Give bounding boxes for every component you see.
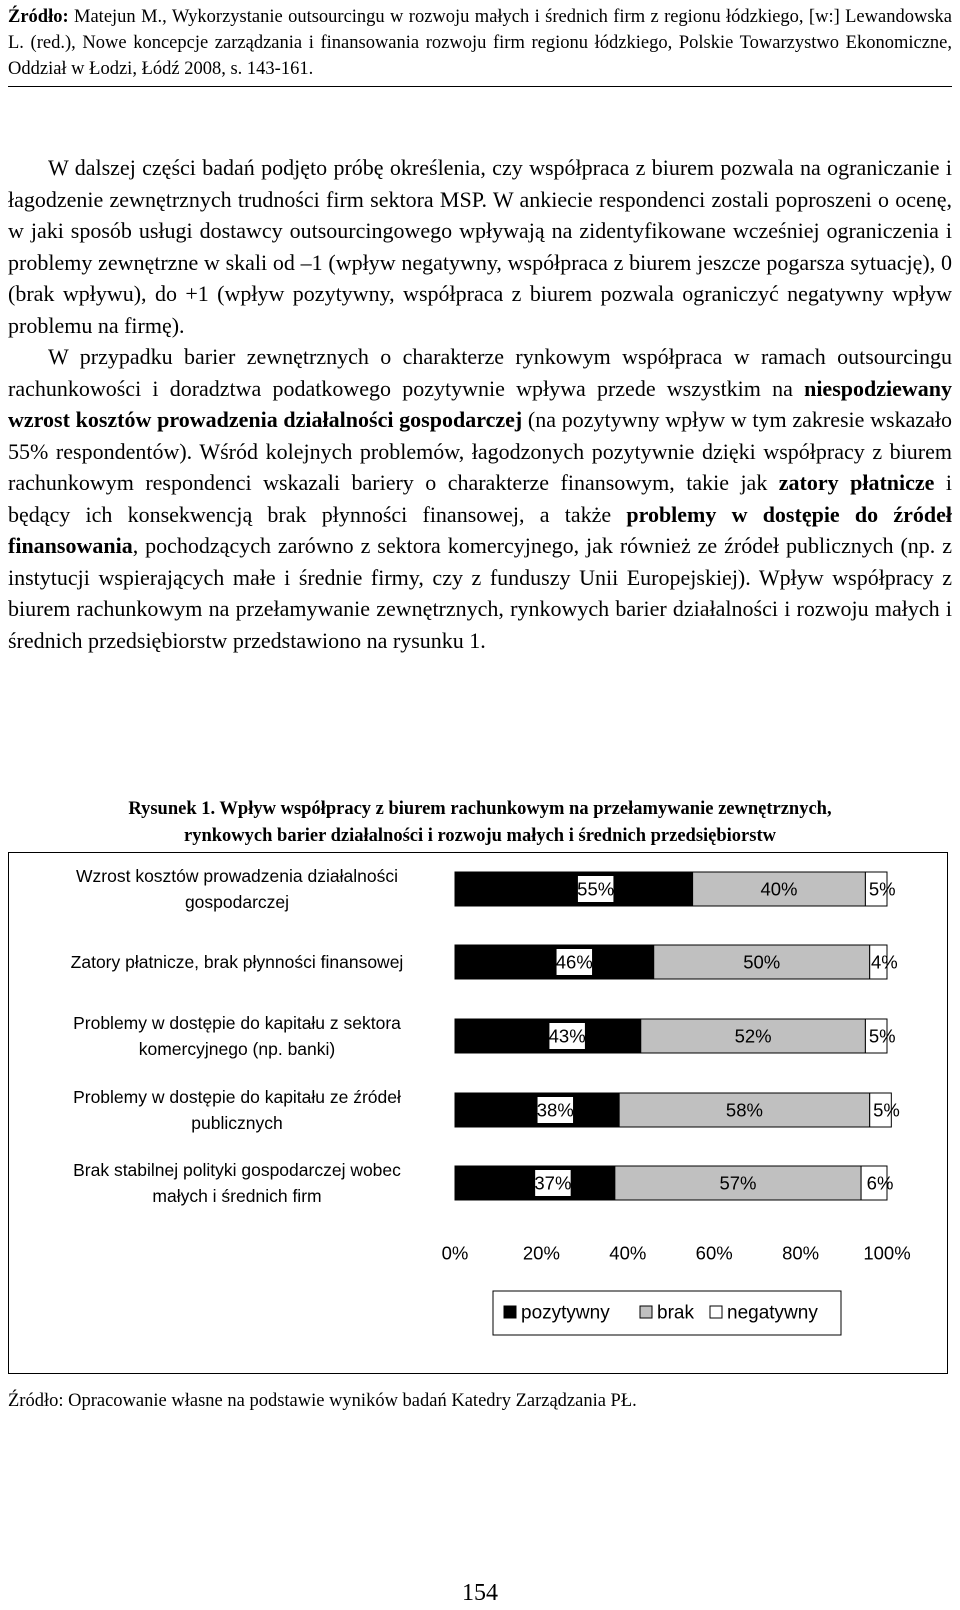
page-number: 154 (462, 1580, 498, 1606)
data-label: 4% (870, 951, 898, 973)
x-tick-label: 100% (863, 1242, 911, 1264)
paragraph-2-part-g: , pochodzących zarówno z sektora komercyjnego, jak również ze źródeł publicznych (np. z instytucji wspierających małe i średnie firmy, czy z funduszy Unii Europejskiej). Wpływ współpracy z biurem rachunkowym na przełamywanie zewnętrznych, rynkowych barier działalności i rozwoju małych i średnich przedsiębiorstw przedstawiono na rysunku 1. (8, 533, 952, 653)
category-label: komercyjnego (np. banki) (138, 1039, 336, 1059)
legend-label: brak (657, 1302, 694, 1324)
data-label: 43% (548, 1025, 586, 1047)
paragraph-2-part-a: W przypadku barier zewnętrznych o charakterze rynkowym współpraca w ramach outsourcingu rachunkowości i doradztwa podatkowego pozytywnie wpływa przede wszystkim na (8, 344, 952, 401)
x-tick-label: 40% (609, 1242, 647, 1264)
figure-caption (0, 796, 960, 850)
source-label: Źródło: (8, 7, 69, 27)
data-label: 5% (873, 1099, 900, 1121)
paragraph-2 (8, 341, 952, 656)
x-tick-label: 20% (522, 1242, 560, 1264)
bar-segment-pozytywny (455, 872, 693, 906)
chart-svg (9, 853, 949, 1375)
data-label: 37% (534, 1172, 572, 1194)
category-label: Brak stabilnej polityki gospodarczej wobec (73, 1160, 401, 1180)
legend-swatch-pozytywny (504, 1306, 516, 1318)
stacked-bar-chart (8, 852, 948, 1374)
category-label: Zatory płatnicze, brak płynności finansowej (70, 952, 404, 972)
data-label: 5% (868, 1025, 896, 1047)
data-label: 40% (760, 878, 798, 900)
category-label: Problemy w dostępie do kapitału z sektora (73, 1013, 401, 1033)
figure-caption-line-2: rynkowych barier działalności i rozwoju małych i średnich przedsiębiorstw (184, 826, 776, 846)
data-label: 46% (555, 951, 593, 973)
data-label: 55% (577, 878, 615, 900)
data-label: 50% (743, 951, 781, 973)
category-label: małych i średnich firm (152, 1186, 322, 1206)
body-text (8, 152, 952, 656)
source-citation-bottom: Źródło: Opracowanie własne na podstawie wyników badań Katedry Zarządzania PŁ. (8, 1391, 637, 1411)
data-label: 52% (734, 1025, 772, 1047)
data-label: 5% (868, 878, 896, 900)
data-label: 6% (866, 1172, 894, 1194)
data-label: 38% (536, 1099, 574, 1121)
paragraph-1: W dalszej części badań podjęto próbę określenia, czy współpraca z biurem pozwala na ograniczanie i łagodzenie zewnętrznych trudności firm sektora MSP. W ankiecie respondenci zostali poproszeni o ocenę, w jaki sposób usługi dostawcy outsourcingowego wpływają na zidentyfikowane wcześniej ograniczenia i problemy zewnętrzne w skali od –1 (wpływ negatywny, współpraca z biurem jeszcze pogarsza sytuację), 0 (brak wpływu), do +1 (wpływ pozytywny, współpraca z biurem pozwala ograniczyć negatywny wpływ problemu na firmę). (8, 155, 952, 338)
figure-caption-line-1: Rysunek 1. Wpływ współpracy z biurem rachunkowym na przełamywanie zewnętrznych, (128, 799, 832, 819)
x-tick-label: 80% (782, 1242, 820, 1264)
emphasis-payment-backlogs: zatory płatnicze (778, 470, 935, 495)
category-label: publicznych (191, 1113, 283, 1133)
paragraph-2-part-c: (na pozytywny wpływ w tym zakresie wskazało 55% respondentów). Wśród kolejnych problemów, łagodzonych pozytywnie dzięki współpracy z biurem rachunkowym respondenci wskazali bariery o charakterze finansowym, takie jak (8, 407, 952, 495)
x-tick-label: 60% (695, 1242, 733, 1264)
legend-label: pozytywny (521, 1302, 610, 1324)
legend-label: negatywny (727, 1302, 818, 1324)
category-label: Problemy w dostępie do kapitału ze źródeł (73, 1087, 401, 1107)
source-text: Matejun M., Wykorzystanie outsourcingu w rozwoju małych i średnich firm z regionu łódzkiego, [w:] Lewandowska L. (red.), Nowe koncepcje zarządzania i finansowania rozwoju firm regionu łódzkiego, Polskie Towarzystwo Ekonomiczne, Oddział w Łodzi, Łódź 2008, s. 143-161. (8, 7, 952, 79)
emphasis-cost-increase: niespodziewany wzrost kosztów prowadzenia działalności gospodarczej (8, 375, 952, 432)
data-label: 57% (719, 1172, 757, 1194)
bar-segment-pozytywny (455, 945, 654, 979)
legend-swatch-brak (640, 1306, 652, 1318)
emphasis-financing-access: problemy w dostępie do źródeł finansowania (8, 501, 952, 558)
legend-swatch-negatywny (710, 1306, 722, 1318)
category-label: Wzrost kosztów prowadzenia działalności (76, 866, 398, 886)
paragraph-2-part-e: i będący ich konsekwencją brak płynności finansowej, a także (8, 470, 952, 527)
x-tick-label: 0% (441, 1242, 469, 1264)
category-label: gospodarczej (184, 892, 290, 912)
data-label: 58% (725, 1099, 763, 1121)
source-citation-top (8, 4, 952, 87)
